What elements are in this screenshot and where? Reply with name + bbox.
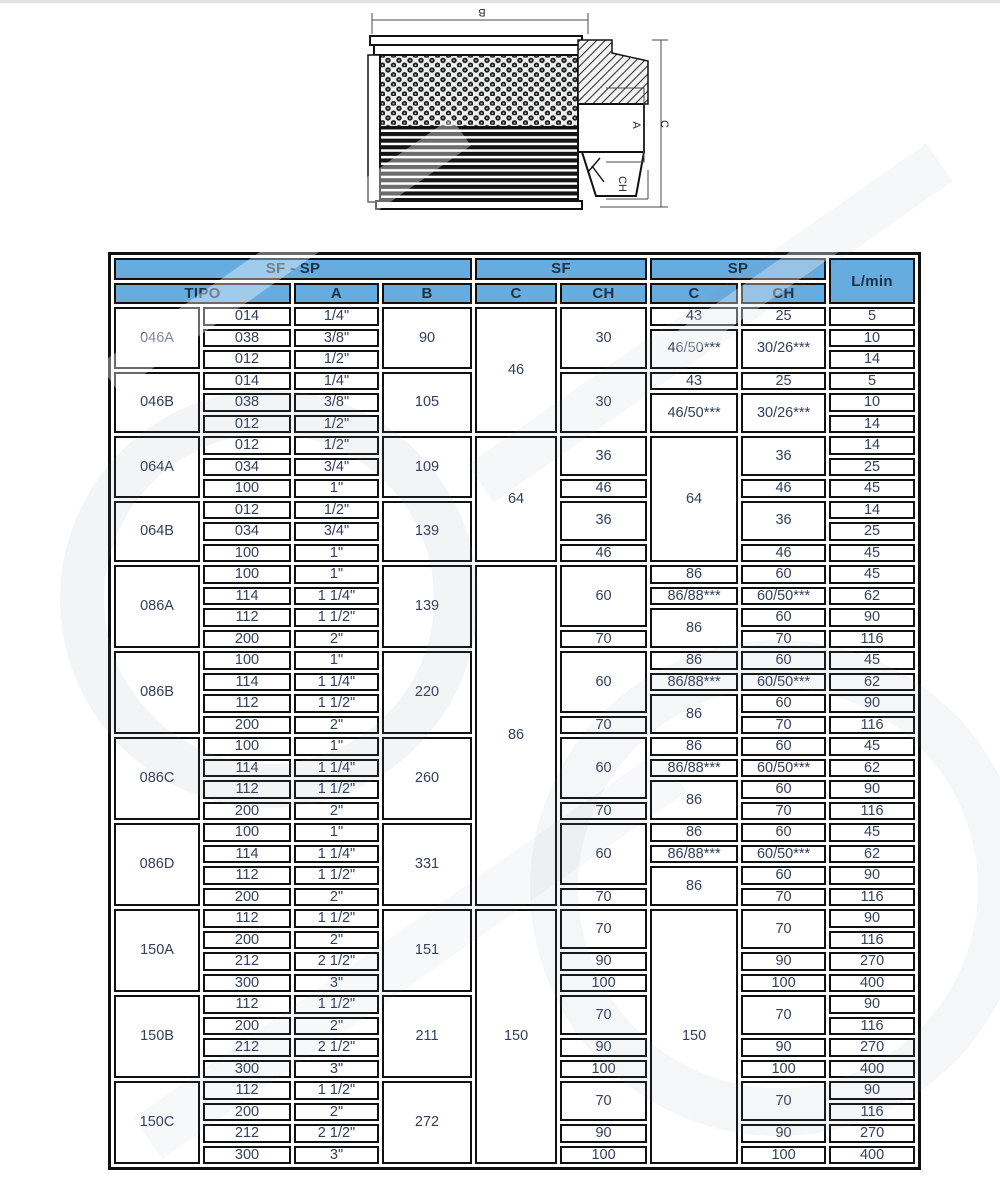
cell-ch-sf: 60 — [560, 823, 647, 885]
col-group-sf: SF — [475, 258, 647, 280]
cell-code: 112 — [203, 694, 291, 713]
dim-label-c: C — [658, 120, 670, 128]
col-group-sp: SP — [650, 258, 826, 280]
cell-lmin: 25 — [829, 458, 915, 477]
cell-ch-sp: 25 — [741, 307, 826, 326]
cell-c-sp: 150 — [650, 909, 738, 1164]
cell-code: 100 — [203, 737, 291, 756]
cell-c-sp: 86 — [650, 737, 738, 756]
cell-ch-sp: 60 — [741, 565, 826, 584]
table-row — [114, 436, 915, 455]
cell-code: 034 — [203, 522, 291, 541]
cell-ch-sp: 60 — [741, 866, 826, 885]
cell-tipo: 086C — [114, 737, 200, 820]
cell-code: 112 — [203, 909, 291, 928]
cell-ch-sp: 70 — [741, 716, 826, 735]
cell-a: 1" — [294, 823, 379, 842]
cell-lmin: 10 — [829, 393, 915, 412]
cell-lmin: 14 — [829, 415, 915, 434]
col-header-b: B — [382, 283, 472, 305]
cell-ch-sp: 70 — [741, 909, 826, 949]
cell-ch-sf: 60 — [560, 737, 647, 799]
col-header-ch-sf: CH — [560, 283, 647, 305]
cell-a: 2" — [294, 931, 379, 950]
cell-tipo: 064B — [114, 501, 200, 563]
filter-top-rim-inner — [374, 45, 580, 55]
cell-code: 200 — [203, 630, 291, 649]
cell-code: 114 — [203, 587, 291, 606]
cell-a: 1/4" — [294, 307, 379, 326]
cell-a: 1/2" — [294, 436, 379, 455]
filter-bottom-rim — [376, 201, 582, 209]
cell-ch-sp: 70 — [741, 995, 826, 1035]
cell-tipo: 064A — [114, 436, 200, 498]
cell-a: 1/2" — [294, 350, 379, 369]
cell-lmin: 116 — [829, 1017, 915, 1036]
cell-a: 1 1/4" — [294, 759, 379, 778]
cell-ch-sf: 60 — [560, 565, 647, 627]
cell-ch-sp: 25 — [741, 372, 826, 391]
cell-ch-sp: 60 — [741, 823, 826, 842]
cell-a: 2" — [294, 716, 379, 735]
cell-c-sp: 46/50*** — [650, 329, 738, 369]
cell-tipo: 046A — [114, 307, 200, 369]
cell-a: 1 1/4" — [294, 845, 379, 864]
cell-lmin: 90 — [829, 780, 915, 799]
cell-ch-sp: 60/50*** — [741, 587, 826, 606]
col-header-c-sp: C — [650, 283, 738, 305]
cell-lmin: 90 — [829, 866, 915, 885]
cell-tipo: 150A — [114, 909, 200, 992]
cell-ch-sf: 70 — [560, 995, 647, 1035]
cell-ch-sp: 60 — [741, 608, 826, 627]
cell-code: 012 — [203, 350, 291, 369]
cell-tipo: 046B — [114, 372, 200, 434]
cell-a: 1 1/2" — [294, 608, 379, 627]
cell-lmin: 116 — [829, 716, 915, 735]
cell-lmin: 400 — [829, 1146, 915, 1165]
cell-a: 2" — [294, 630, 379, 649]
cell-code: 200 — [203, 1103, 291, 1122]
cell-ch-sp: 46 — [741, 544, 826, 563]
cell-ch-sp: 60/50*** — [741, 673, 826, 692]
cell-c-sf: 46 — [475, 307, 557, 433]
col-header-c-sf: C — [475, 283, 557, 305]
cell-code: 012 — [203, 501, 291, 520]
cell-a: 3/4" — [294, 458, 379, 477]
cell-a: 3/4" — [294, 522, 379, 541]
cell-ch-sp: 60/50*** — [741, 759, 826, 778]
col-header-tipo: TIPO — [114, 283, 291, 305]
cell-a: 3" — [294, 1146, 379, 1165]
filter-left-wall — [368, 55, 380, 202]
cell-ch-sf: 70 — [560, 888, 647, 907]
table-row — [114, 565, 915, 584]
cell-code: 114 — [203, 845, 291, 864]
cell-ch-sp: 60/50*** — [741, 845, 826, 864]
cell-c-sp: 64 — [650, 436, 738, 562]
table-row — [114, 909, 915, 928]
cell-a: 1/4" — [294, 372, 379, 391]
spec-table-header — [114, 258, 915, 304]
cell-b: 151 — [382, 909, 472, 992]
cell-a: 1 1/2" — [294, 694, 379, 713]
col-header-lmin: L/min — [829, 258, 915, 304]
fitting-threaded-head — [578, 40, 648, 104]
cell-lmin: 10 — [829, 329, 915, 348]
cell-c-sp: 86 — [650, 780, 738, 820]
cell-a: 1 1/2" — [294, 909, 379, 928]
cell-c-sp: 86 — [650, 651, 738, 670]
cell-lmin: 116 — [829, 931, 915, 950]
cell-ch-sp: 100 — [741, 1060, 826, 1079]
cell-code: 200 — [203, 931, 291, 950]
cell-lmin: 270 — [829, 1124, 915, 1143]
cell-ch-sf: 36 — [560, 436, 647, 476]
dim-label-b: B — [478, 6, 486, 18]
cell-c-sp: 86 — [650, 866, 738, 906]
cell-ch-sp: 60 — [741, 651, 826, 670]
cell-b: 90 — [382, 307, 472, 369]
cell-b: 139 — [382, 565, 472, 648]
cell-ch-sf: 46 — [560, 544, 647, 563]
filter-pleated-section — [380, 127, 578, 201]
cell-ch-sf: 30 — [560, 372, 647, 434]
cell-a: 1 1/2" — [294, 995, 379, 1014]
cell-a: 1" — [294, 565, 379, 584]
cell-code: 100 — [203, 565, 291, 584]
cell-ch-sp: 100 — [741, 1146, 826, 1165]
cell-lmin: 14 — [829, 436, 915, 455]
cell-b: 331 — [382, 823, 472, 906]
cell-tipo: 086B — [114, 651, 200, 734]
cell-a: 2 1/2" — [294, 1038, 379, 1057]
cell-a: 2" — [294, 1103, 379, 1122]
cell-ch-sp: 70 — [741, 630, 826, 649]
filter-drawing — [0, 0, 1000, 248]
cell-code: 100 — [203, 823, 291, 842]
cell-code: 038 — [203, 329, 291, 348]
cell-ch-sp: 90 — [741, 1124, 826, 1143]
cell-code: 300 — [203, 1146, 291, 1165]
col-group-sf-sp: SF - SP — [114, 258, 472, 280]
cell-ch-sp: 90 — [741, 952, 826, 971]
cell-lmin: 62 — [829, 587, 915, 606]
cell-code: 200 — [203, 716, 291, 735]
cell-ch-sf: 70 — [560, 909, 647, 949]
cell-code: 112 — [203, 1081, 291, 1100]
cell-a: 3/8" — [294, 393, 379, 412]
cell-ch-sp: 36 — [741, 501, 826, 541]
filter-top-rim — [370, 36, 582, 45]
cell-tipo: 150B — [114, 995, 200, 1078]
cell-a: 1 1/2" — [294, 780, 379, 799]
cell-ch-sf: 100 — [560, 1060, 647, 1079]
cell-lmin: 400 — [829, 1060, 915, 1079]
cell-code: 212 — [203, 952, 291, 971]
cell-ch-sf: 46 — [560, 479, 647, 498]
cell-code: 012 — [203, 415, 291, 434]
cell-a: 3" — [294, 974, 379, 993]
cell-ch-sp: 90 — [741, 1038, 826, 1057]
cell-lmin: 116 — [829, 630, 915, 649]
cell-code: 014 — [203, 307, 291, 326]
cell-a: 1/2" — [294, 501, 379, 520]
cell-tipo: 086A — [114, 565, 200, 648]
cell-lmin: 270 — [829, 1038, 915, 1057]
cell-lmin: 90 — [829, 1081, 915, 1100]
cell-code: 200 — [203, 1017, 291, 1036]
cell-a: 2 1/2" — [294, 1124, 379, 1143]
cell-b: 272 — [382, 1081, 472, 1164]
cell-a: 1 1/4" — [294, 587, 379, 606]
cell-lmin: 90 — [829, 995, 915, 1014]
cell-c-sp: 43 — [650, 307, 738, 326]
cell-ch-sp: 36 — [741, 436, 826, 476]
cell-ch-sf: 30 — [560, 307, 647, 369]
fitting-taper — [582, 152, 644, 196]
cell-code: 100 — [203, 544, 291, 563]
cell-code: 112 — [203, 780, 291, 799]
cell-ch-sp: 70 — [741, 1081, 826, 1121]
cell-c-sp: 86/88*** — [650, 759, 738, 778]
cell-lmin: 116 — [829, 888, 915, 907]
cell-lmin: 90 — [829, 909, 915, 928]
cell-ch-sf: 90 — [560, 1124, 647, 1143]
cell-code: 112 — [203, 866, 291, 885]
cell-a: 1" — [294, 479, 379, 498]
cell-lmin: 45 — [829, 479, 915, 498]
cell-a: 2" — [294, 1017, 379, 1036]
cell-ch-sp: 70 — [741, 802, 826, 821]
cell-lmin: 14 — [829, 501, 915, 520]
cell-lmin: 62 — [829, 845, 915, 864]
cell-c-sp: 46/50*** — [650, 393, 738, 433]
cell-a: 1 1/4" — [294, 673, 379, 692]
cell-code: 200 — [203, 888, 291, 907]
cell-code: 300 — [203, 974, 291, 993]
cell-c-sf: 64 — [475, 436, 557, 562]
cell-ch-sf: 60 — [560, 651, 647, 713]
cell-c-sp: 86 — [650, 823, 738, 842]
cell-lmin: 400 — [829, 974, 915, 993]
cell-c-sp: 86/88*** — [650, 587, 738, 606]
cell-a: 1" — [294, 651, 379, 670]
cell-code: 100 — [203, 479, 291, 498]
cell-ch-sf: 100 — [560, 974, 647, 993]
cell-c-sp: 86 — [650, 694, 738, 734]
cell-b: 260 — [382, 737, 472, 820]
cell-code: 012 — [203, 436, 291, 455]
cell-lmin: 90 — [829, 694, 915, 713]
cell-ch-sp: 60 — [741, 694, 826, 713]
cell-code: 100 — [203, 651, 291, 670]
filter-mesh-section — [380, 55, 578, 127]
cell-ch-sp: 100 — [741, 974, 826, 993]
cell-b: 139 — [382, 501, 472, 563]
cell-ch-sp: 30/26*** — [741, 329, 826, 369]
cell-ch-sf: 90 — [560, 1038, 647, 1057]
cell-ch-sp: 30/26*** — [741, 393, 826, 433]
col-header-ch-sp: CH — [741, 283, 826, 305]
cell-c-sp: 86 — [650, 565, 738, 584]
cell-lmin: 90 — [829, 608, 915, 627]
cell-lmin: 5 — [829, 307, 915, 326]
cell-code: 212 — [203, 1124, 291, 1143]
cell-lmin: 5 — [829, 372, 915, 391]
cell-a: 1" — [294, 544, 379, 563]
cell-ch-sf: 100 — [560, 1146, 647, 1165]
cell-code: 114 — [203, 673, 291, 692]
cell-ch-sf: 70 — [560, 1081, 647, 1121]
cell-a: 2 1/2" — [294, 952, 379, 971]
dim-label-ch: CH — [616, 176, 628, 192]
cell-lmin: 62 — [829, 673, 915, 692]
cell-code: 300 — [203, 1060, 291, 1079]
spec-table — [108, 252, 921, 1170]
cell-ch-sf: 70 — [560, 630, 647, 649]
cell-c-sf: 86 — [475, 565, 557, 906]
cell-code: 114 — [203, 759, 291, 778]
cell-ch-sf: 70 — [560, 716, 647, 735]
cell-lmin: 116 — [829, 802, 915, 821]
cell-a: 1 1/2" — [294, 866, 379, 885]
cell-b: 211 — [382, 995, 472, 1078]
cell-lmin: 270 — [829, 952, 915, 971]
cell-a: 2" — [294, 802, 379, 821]
cell-c-sp: 86 — [650, 608, 738, 648]
cell-ch-sf: 36 — [560, 501, 647, 541]
cell-ch-sf: 90 — [560, 952, 647, 971]
cell-b: 109 — [382, 436, 472, 498]
cell-lmin: 45 — [829, 823, 915, 842]
cell-code: 112 — [203, 995, 291, 1014]
cell-ch-sp: 46 — [741, 479, 826, 498]
cell-code: 200 — [203, 802, 291, 821]
cell-lmin: 116 — [829, 1103, 915, 1122]
cell-lmin: 45 — [829, 544, 915, 563]
dim-label-a: A — [630, 121, 642, 129]
cell-lmin: 25 — [829, 522, 915, 541]
cell-lmin: 45 — [829, 737, 915, 756]
cell-b: 105 — [382, 372, 472, 434]
cell-lmin: 45 — [829, 565, 915, 584]
cell-c-sp: 86/88*** — [650, 845, 738, 864]
cell-tipo: 150C — [114, 1081, 200, 1164]
cell-lmin: 14 — [829, 350, 915, 369]
cell-b: 220 — [382, 651, 472, 734]
spec-table-body — [114, 307, 915, 1164]
cell-code: 212 — [203, 1038, 291, 1057]
cell-c-sp: 43 — [650, 372, 738, 391]
cell-ch-sf: 70 — [560, 802, 647, 821]
col-header-a: A — [294, 283, 379, 305]
cell-code: 038 — [203, 393, 291, 412]
cell-lmin: 62 — [829, 759, 915, 778]
cell-code: 112 — [203, 608, 291, 627]
cell-ch-sp: 70 — [741, 888, 826, 907]
cell-c-sf: 150 — [475, 909, 557, 1164]
cell-a: 1" — [294, 737, 379, 756]
cell-tipo: 086D — [114, 823, 200, 906]
cell-a: 3" — [294, 1060, 379, 1079]
cell-c-sp: 86/88*** — [650, 673, 738, 692]
cell-a: 2" — [294, 888, 379, 907]
cell-a: 1 1/2" — [294, 1081, 379, 1100]
cell-code: 014 — [203, 372, 291, 391]
cell-code: 034 — [203, 458, 291, 477]
cell-a: 1/2" — [294, 415, 379, 434]
cell-ch-sp: 60 — [741, 737, 826, 756]
cell-a: 3/8" — [294, 329, 379, 348]
cell-lmin: 45 — [829, 651, 915, 670]
table-row — [114, 307, 915, 326]
cell-ch-sp: 60 — [741, 780, 826, 799]
